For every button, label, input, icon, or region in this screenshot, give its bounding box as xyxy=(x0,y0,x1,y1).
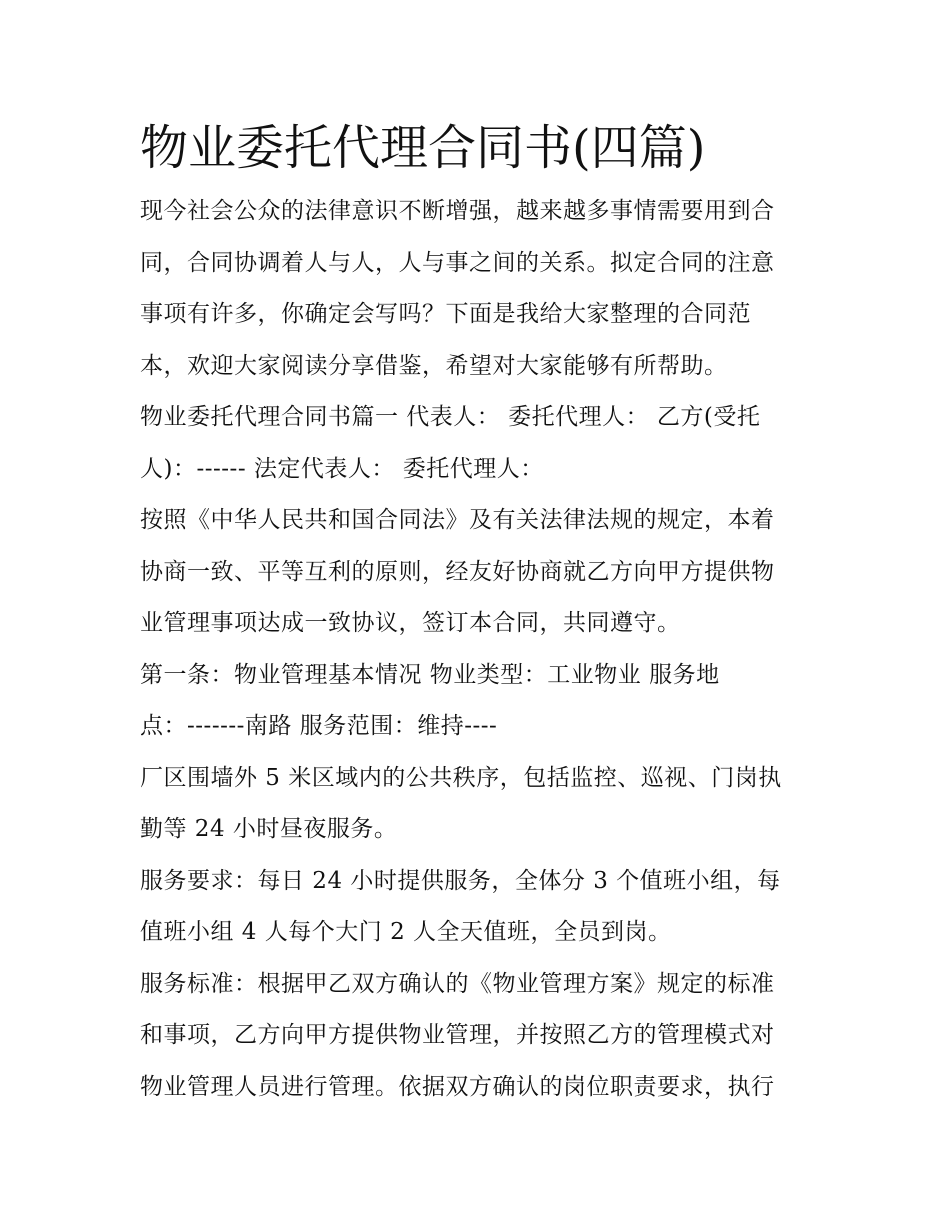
paragraph-service-requirements xyxy=(140,856,820,959)
text-line: 厂区围墙外 5 米区域内的公共秩序，包括监控、巡视、门岗执 xyxy=(140,764,782,791)
text-line: 人)：------ 法定代表人： 委托代理人： xyxy=(140,455,544,482)
text-line: 本，欢迎大家阅读分享借鉴，希望对大家能够有所帮助。 xyxy=(140,352,728,379)
paragraph-service-scope xyxy=(140,753,820,856)
document-title: 物业委托代理合同书(四篇) xyxy=(140,120,706,176)
text-line: 点：-------南路 服务范围：维持---- xyxy=(140,713,498,739)
text-line: 勤等 24 小时昼夜服务。 xyxy=(140,816,398,842)
paragraph-service-standards xyxy=(140,959,820,1114)
paragraph-parties xyxy=(140,392,820,495)
text-line: 业管理事项达成一致协议，签订本合同，共同遵守。 xyxy=(140,610,681,636)
text-line: 服务标准：根据甲乙双方确认的《物业管理方案》规定的标准 xyxy=(140,970,775,997)
text-line: 物业管理人员进行管理。依据双方确认的岗位职责要求，执行 xyxy=(140,1073,775,1100)
document-page xyxy=(140,110,820,1113)
text-line: 第一条：物业管理基本情况 物业类型：工业物业 服务地 xyxy=(140,661,720,688)
paragraph-preamble xyxy=(140,495,820,650)
text-line: 值班小组 4 人每个大门 2 人全天值班，全员到岗。 xyxy=(140,919,672,945)
text-line: 按照《中华人民共和国合同法》及有关法律法规的规定，本着 xyxy=(140,507,775,533)
text-line: 现今社会公众的法律意识不断增强，越来越多事情需要用到合 xyxy=(140,198,775,224)
text-line: 服务要求：每日 24 小时提供服务，全体分 3 个值班小组，每 xyxy=(140,867,781,894)
text-line: 同，合同协调着人与人，人与事之间的关系。拟定合同的注意 xyxy=(140,249,775,276)
paragraph-article-one xyxy=(140,650,820,753)
text-line: 和事项，乙方向甲方提供物业管理，并按照乙方的管理模式对 xyxy=(140,1022,775,1048)
text-line: 事项有许多，你确定会写吗？下面是我给大家整理的合同范 xyxy=(140,301,751,327)
paragraph-intro xyxy=(140,186,820,392)
text-line: 物业委托代理合同书篇一 代表人： 委托代理人： 乙方(受托 xyxy=(140,404,761,430)
text-line: 协商一致、平等互利的原则，经友好协商就乙方向甲方提供物 xyxy=(140,558,775,585)
